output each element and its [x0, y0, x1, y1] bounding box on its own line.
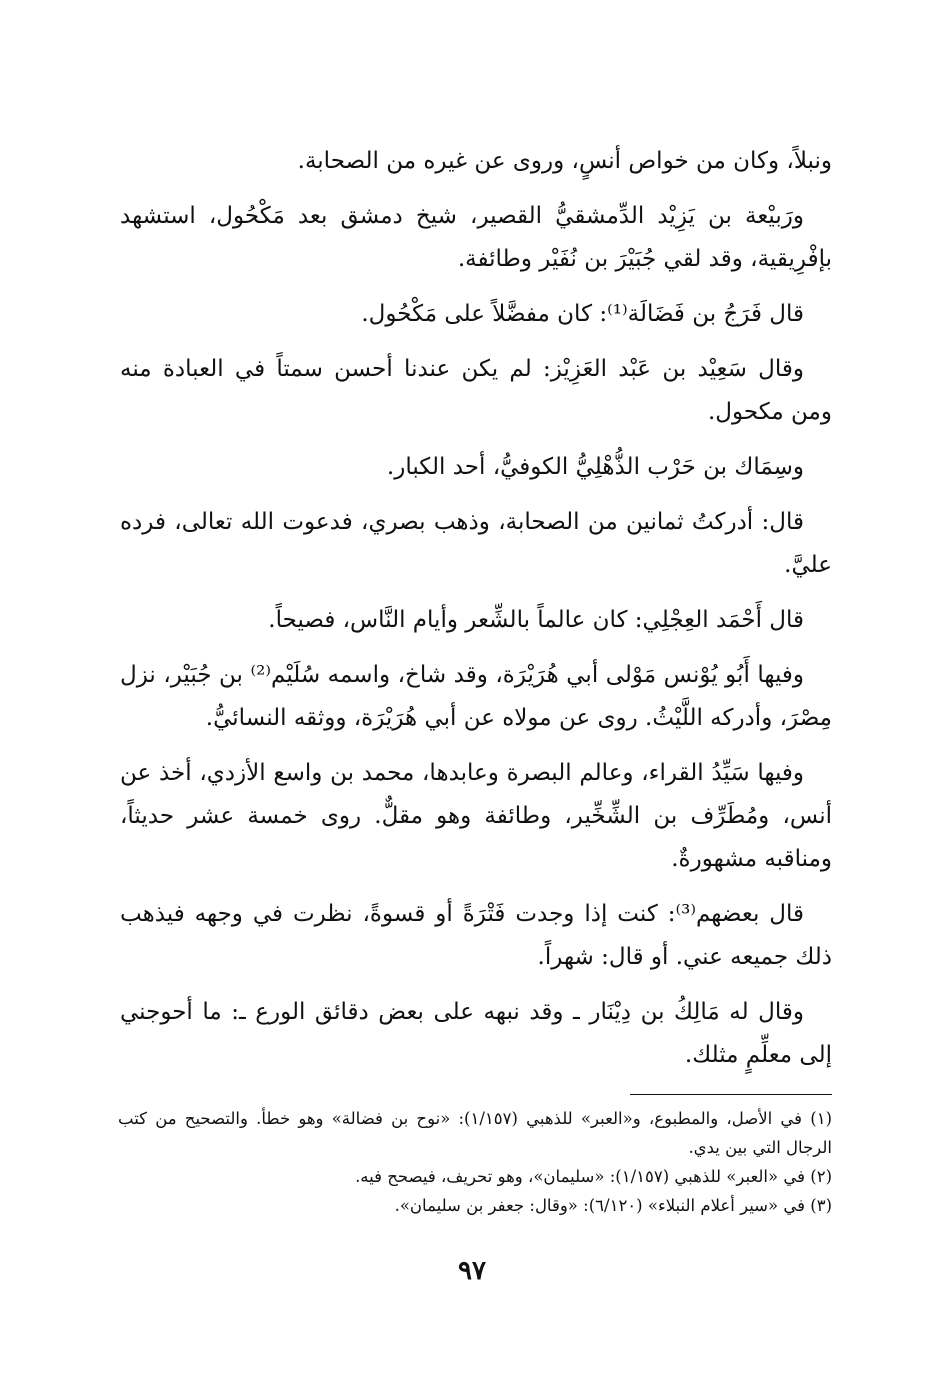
footnote: (٣) في «سير أعلام النبلاء» (٦/١٢٠): «وقال: جعفر بن سليمان».	[394, 1196, 832, 1215]
paragraph: قال بعضهم⁽³⁾: كنت إذا وجدت فَتْرَةً أو قسوةً، نظرت في وجهه فيذهب ذلك جميعه عني. أو قال: شهراً.	[120, 901, 832, 970]
paragraph: وفيها سَيِّدُ القراء، وعالم البصرة وعابدها، محمد بن واسع الأزدي، أخذ عن أنس، ومُطَرِّف بن الشِّخِّير، وطائفة وهو مقلٌّ. روى خمسة عشر حديثاً، ومناقبه مشهورةٌ.	[120, 760, 832, 872]
footnote: (١) في الأصل، والمطبوع، و«العبر» للذهبي (١/١٥٧): «نوح بن فضالة» وهو خطأ. والتصحيح من كتب الرجال التي بين يدي.	[118, 1109, 832, 1157]
paragraph: ونبلاً، وكان من خواص أنسٍ، وروى عن غيره من الصحابة.	[297, 148, 832, 174]
paragraph: وسِمَاك بن حَرْب الذُّهْلِيُّ الكوفيُّ، أحد الكبار.	[386, 454, 804, 480]
footnote-separator	[630, 1094, 832, 1095]
footnote: (٢) في «العبر» للذهبي (١/١٥٧): «سليمان»، وهو تحريف، فيصحح فيه.	[355, 1167, 832, 1186]
paragraph: وفيها أَبُو يُوْنس مَوْلى أبي هُرَيْرَة، وقد شاخ، واسمه سُلَيْم⁽²⁾ بن جُبَيْر، نزل مِصْرَ، وأدركه اللَّيْثُ. روى عن مولاه عن أبي هُرَيْرَة، ووثقه النسائيُّ.	[120, 662, 832, 731]
footnotes	[118, 1104, 832, 1220]
paragraph: ورَبيْعة بن يَزِيْد الدِّمشقيُّ القصير، شيخ دمشق بعد مَكْحُول، استشهد بإفْرِيقية، وقد لقي جُبَيْرَ بن نُفَيْر وطائفة.	[120, 203, 832, 272]
paragraph: قال فَرَجُ بن فَضَالَة⁽¹⁾: كان مفضَّلاً على مَكْحُول.	[361, 301, 804, 327]
paragraph: قال: أدركتُ ثمانين من الصحابة، وذهب بصري، فدعوت الله تعالى، فرده عليَّ.	[120, 509, 832, 578]
main-text	[120, 140, 832, 1089]
page-number: ٩٧	[458, 1256, 486, 1286]
paragraph: قال أَحْمَد العِجْلِي: كان عالماً بالشِّعر وأيام النَّاس، فصيحاً.	[268, 607, 804, 633]
paragraph: وقال سَعِيْد بن عَبْد العَزِيْز: لم يكن عندنا أحسن سمتاً في العبادة منه ومن مكحول.	[120, 356, 832, 425]
paragraph: وقال له مَالِكُ بن دِيْنَار ـ وقد نبهه على بعض دقائق الورع ـ: ما أحوجني إلى معلِّمٍ مثلك.	[120, 999, 832, 1068]
